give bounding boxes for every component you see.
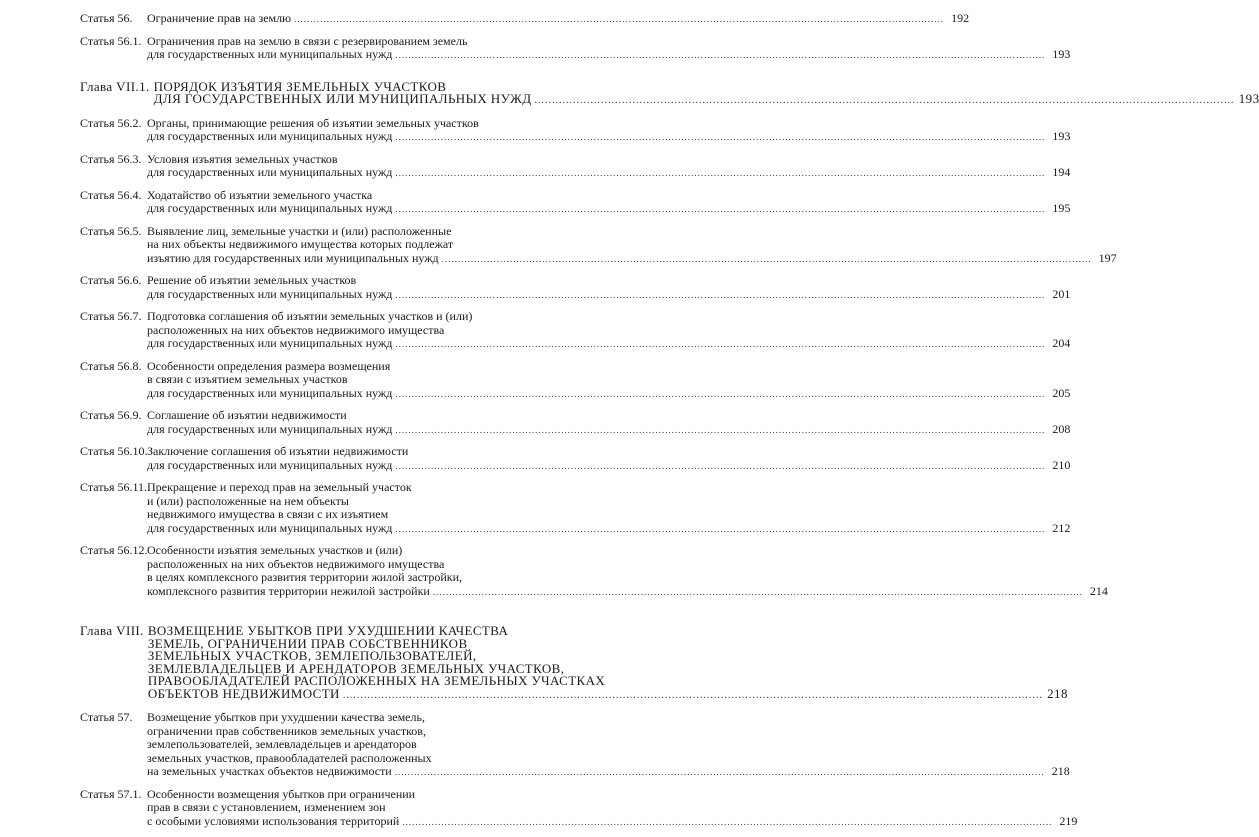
entry-label: Статья 56.3. <box>80 151 142 166</box>
entry-title <box>147 187 1071 217</box>
entry-title-line: Решение об изъятии земельных участков <box>147 273 357 287</box>
entry-title-line: Особенности определения размера возмещения <box>147 358 391 373</box>
entry-title-line <box>147 201 1071 217</box>
entry-title <box>147 623 1068 702</box>
page-number: 193 <box>1052 47 1071 61</box>
page-number: 208 <box>1052 421 1071 436</box>
dot-leader: ........................................................................................................................................................................................................ <box>395 168 1046 178</box>
entry-title-line: расположенных на них объектов недвижимого имущества <box>147 322 445 337</box>
toc-article[interactable] <box>80 11 970 27</box>
toc-chapter[interactable] <box>80 78 1259 108</box>
toc-article[interactable] <box>80 358 1071 402</box>
entry-title-line: Органы, принимающие решения об изъятии земельных участков <box>147 115 479 130</box>
entry-title-line <box>147 583 1108 600</box>
dot-leader: ........................................................................................................................................................................................................ <box>395 204 1046 214</box>
entry-title-line <box>147 250 1117 267</box>
dot-leader: ........................................................................................................................................................................................................ <box>342 689 1043 701</box>
entry-title-line: Прекращение и переход прав на земельный участок <box>147 480 412 494</box>
entry-label: Статья 57. <box>80 710 133 724</box>
entry-title-text: комплексного развития территории нежилой застройки <box>147 583 430 598</box>
toc-article[interactable] <box>80 408 1071 437</box>
dot-leader: ........................................................................................................................................................................................................ <box>394 767 1045 777</box>
toc-article[interactable] <box>80 543 1108 599</box>
entry-title-line <box>147 685 1068 703</box>
entry-title-line <box>147 165 1071 181</box>
entry-title-line: Особенности возмещения убытков при ограничении <box>147 786 416 801</box>
dot-leader: ........................................................................................................................................................................................................ <box>395 339 1046 349</box>
entry-label: Статья 56.5. <box>80 223 142 238</box>
dot-leader: ........................................................................................................................................................................................................ <box>395 460 1046 471</box>
toc-article[interactable] <box>80 273 1071 302</box>
page-number: 210 <box>1052 457 1071 472</box>
toc-chapter[interactable] <box>80 623 1068 702</box>
entry-title-line: ЗЕМЛЕВЛАДЕЛЬЦЕВ И АРЕНДАТОРОВ ЗЕМЕЛЬНЫХ УЧАСТКОВ, <box>147 660 565 676</box>
entry-title <box>147 33 1071 63</box>
entry-title-text: для государственных или муниципальных нужд <box>147 129 393 143</box>
entry-title-line: землепользователей, землевладельцев и арендаторов <box>147 737 417 751</box>
entry-title <box>147 273 1071 302</box>
entry-title-line: ЗЕМЕЛЬ, ОГРАНИЧЕНИИ ПРАВ СОБСТВЕННИКОВ <box>147 635 468 651</box>
entry-title-line: Ограничения прав на землю в связи с резервированием земель <box>147 33 468 48</box>
entry-title-line: на них объекты недвижимого имущества которых подлежат <box>147 237 454 251</box>
entry-title-text: для государственных или муниципальных нужд <box>147 421 393 436</box>
entry-title <box>147 309 1071 352</box>
dot-leader: ........................................................................................................................................................................................................ <box>395 132 1046 142</box>
toc-article[interactable] <box>80 786 1078 830</box>
entry-label: Глава VII.1. <box>80 78 150 94</box>
entry-label: Статья 56.8. <box>80 358 142 373</box>
entry-title-line <box>147 47 1071 63</box>
entry-title-line <box>147 11 970 27</box>
entry-label: Статья 56.4. <box>80 187 142 202</box>
entry-label: Статья 56.7. <box>80 309 142 323</box>
entry-title-line: Заключение соглашения об изъятии недвижимости <box>147 444 409 458</box>
page-number: 219 <box>1059 813 1078 828</box>
entry-title <box>147 151 1071 181</box>
entry-label: Глава VIII. <box>80 623 144 638</box>
entry-title <box>147 223 1117 267</box>
entry-title-line: ЗЕМЕЛЬНЫХ УЧАСТКОВ, ЗЕМЛЕПОЛЬЗОВАТЕЛЕЙ, <box>147 648 477 663</box>
entry-title-text: для государственных или муниципальных нужд <box>147 385 393 400</box>
entry-title-text: для государственных или муниципальных нужд <box>147 457 393 472</box>
entry-title-line: Подготовка соглашения об изъятии земельных участков и (или) <box>147 309 473 323</box>
entry-title-line: ограничении прав собственников земельных участков, <box>147 723 426 738</box>
dot-leader: ........................................................................................................................................................................................................ <box>395 424 1046 435</box>
page-number: 201 <box>1052 286 1071 301</box>
toc-article[interactable] <box>80 115 1071 145</box>
entry-title-line: и (или) расположенные на нем объекты <box>147 493 349 508</box>
entry-title-text: для государственных или муниципальных нужд <box>147 47 393 61</box>
entry-title <box>153 78 1259 108</box>
dot-leader: ........................................................................................................................................................................................................ <box>402 816 1053 827</box>
page-number: 193 <box>1238 91 1259 106</box>
entry-label: Статья 56.10. <box>80 444 148 458</box>
entry-title-line <box>147 520 1071 537</box>
entry-title-line: ПОРЯДОК ИЗЪЯТИЯ ЗЕМЕЛЬНЫХ УЧАСТКОВ <box>153 78 447 94</box>
entry-label: Статья 56.1. <box>80 33 142 48</box>
entry-title-line <box>147 421 1071 438</box>
page-number: 218 <box>1047 685 1068 701</box>
toc-article[interactable] <box>80 309 1071 352</box>
page-number: 212 <box>1052 520 1071 535</box>
toc-article[interactable] <box>80 444 1071 473</box>
page-number: 218 <box>1051 764 1070 778</box>
toc-article[interactable] <box>80 187 1071 217</box>
page-number: 192 <box>951 11 970 25</box>
entry-title-text: для государственных или муниципальных нужд <box>147 286 393 301</box>
page-number: 195 <box>1052 201 1071 215</box>
dot-leader: ........................................................................................................................................................................................................ <box>395 289 1046 300</box>
entry-label: Статья 56.9. <box>80 408 142 422</box>
entry-title-line <box>147 129 1071 145</box>
toc-article[interactable] <box>80 151 1071 181</box>
entry-title-text: для государственных или муниципальных нужд <box>147 201 393 215</box>
entry-title <box>147 543 1108 599</box>
toc-article[interactable] <box>80 710 1070 780</box>
entry-title-line <box>147 457 1071 474</box>
entry-title-line: ПРАВООБЛАДАТЕЛЕЙ РАСПОЛОЖЕННЫХ НА ЗЕМЕЛЬНЫХ УЧАСТКАХ <box>147 673 606 688</box>
entry-title-line <box>147 764 1070 780</box>
entry-title-line: в целях комплексного развития территории жилой застройки, <box>147 570 462 584</box>
entry-title-line <box>147 336 1071 352</box>
entry-title-line <box>147 813 1078 830</box>
dot-leader: ........................................................................................................................................................................................................ <box>294 14 945 24</box>
dot-leader: ........................................................................................................................................................................................................ <box>395 50 1046 60</box>
entry-title <box>147 408 1071 437</box>
entry-label: Статья 57.1. <box>80 786 142 801</box>
dot-leader: ........................................................................................................................................................................................................ <box>432 586 1083 597</box>
entry-title-text: с особыми условиями использования территорий <box>147 813 400 828</box>
entry-title-text: для государственных или муниципальных нужд <box>147 165 393 179</box>
entry-title-line: ВОЗМЕЩЕНИЕ УБЫТКОВ ПРИ УХУДШЕНИИ КАЧЕСТВА <box>147 623 509 638</box>
toc-article[interactable] <box>80 480 1071 536</box>
entry-label: Статья 56.6. <box>80 273 142 287</box>
entry-title-line: земельных участков, правообладателей расположенных <box>147 750 432 765</box>
entry-title-line: Условия изъятия земельных участков <box>147 151 338 166</box>
entry-title-line <box>147 286 1071 303</box>
entry-title-line: Соглашение об изъятии недвижимости <box>147 408 347 422</box>
entry-label: Статья 56.11. <box>80 480 148 494</box>
entry-title-line: в связи с изъятием земельных участков <box>147 372 348 386</box>
entry-title <box>147 480 1071 536</box>
entry-title <box>147 786 1078 830</box>
entry-label: Статья 56. <box>80 11 133 25</box>
toc-article[interactable] <box>80 33 1071 63</box>
entry-title-text: изъятию для государственных или муниципальных нужд <box>147 250 439 265</box>
page-number: 193 <box>1052 129 1071 143</box>
entry-label: Статья 56.2. <box>80 115 142 130</box>
entry-title <box>147 115 1071 145</box>
entry-title <box>147 710 1070 780</box>
entry-title-text: для государственных или муниципальных нужд <box>147 336 393 350</box>
page-number: 204 <box>1052 336 1071 350</box>
entry-title-line: расположенных на них объектов недвижимого имущества <box>147 556 445 571</box>
entry-title-line: Ходатайство об изъятии земельного участка <box>147 187 373 202</box>
dot-leader: ........................................................................................................................................................................................................ <box>395 523 1046 534</box>
entry-title <box>147 358 1071 402</box>
dot-leader: ........................................................................................................................................................................................................ <box>395 388 1046 399</box>
entry-title-line <box>153 91 1259 108</box>
entry-title-line: Выявление лиц, земельные участки и (или) расположенные <box>147 223 452 238</box>
entry-title-text: Ограничение прав на землю <box>147 11 292 25</box>
toc-article[interactable] <box>80 223 1117 267</box>
entry-title-text: ДЛЯ ГОСУДАРСТВЕННЫХ ИЛИ МУНИЦИПАЛЬНЫХ НУЖД <box>153 91 532 106</box>
page-number: 194 <box>1052 165 1071 179</box>
page-number: 197 <box>1098 250 1117 265</box>
table-of-contents <box>80 11 1259 837</box>
entry-label: Статья 56.12. <box>80 543 148 557</box>
entry-title-text: на земельных участках объектов недвижимости <box>147 764 392 778</box>
entry-title-line <box>147 385 1071 402</box>
dot-leader: ........................................................................................................................................................................................................ <box>441 253 1092 264</box>
dot-leader: ........................................................................................................................................................................................................ <box>534 95 1235 106</box>
entry-title-text: для государственных или муниципальных нужд <box>147 520 393 535</box>
entry-title-line: Возмещение убытков при ухудшении качества земель, <box>147 710 425 724</box>
page-number: 214 <box>1089 583 1108 598</box>
entry-title <box>147 444 1071 473</box>
entry-title-line: прав в связи с установлением, изменением зон <box>147 800 386 814</box>
page-number: 205 <box>1052 385 1071 400</box>
entry-title-line: недвижимого имущества в связи с их изъятием <box>147 507 389 521</box>
entry-title <box>147 11 970 27</box>
entry-title-text: ОБЪЕКТОВ НЕДВИЖИМОСТИ <box>147 685 340 701</box>
entry-title-line: Особенности изъятия земельных участков и (или) <box>147 543 403 557</box>
